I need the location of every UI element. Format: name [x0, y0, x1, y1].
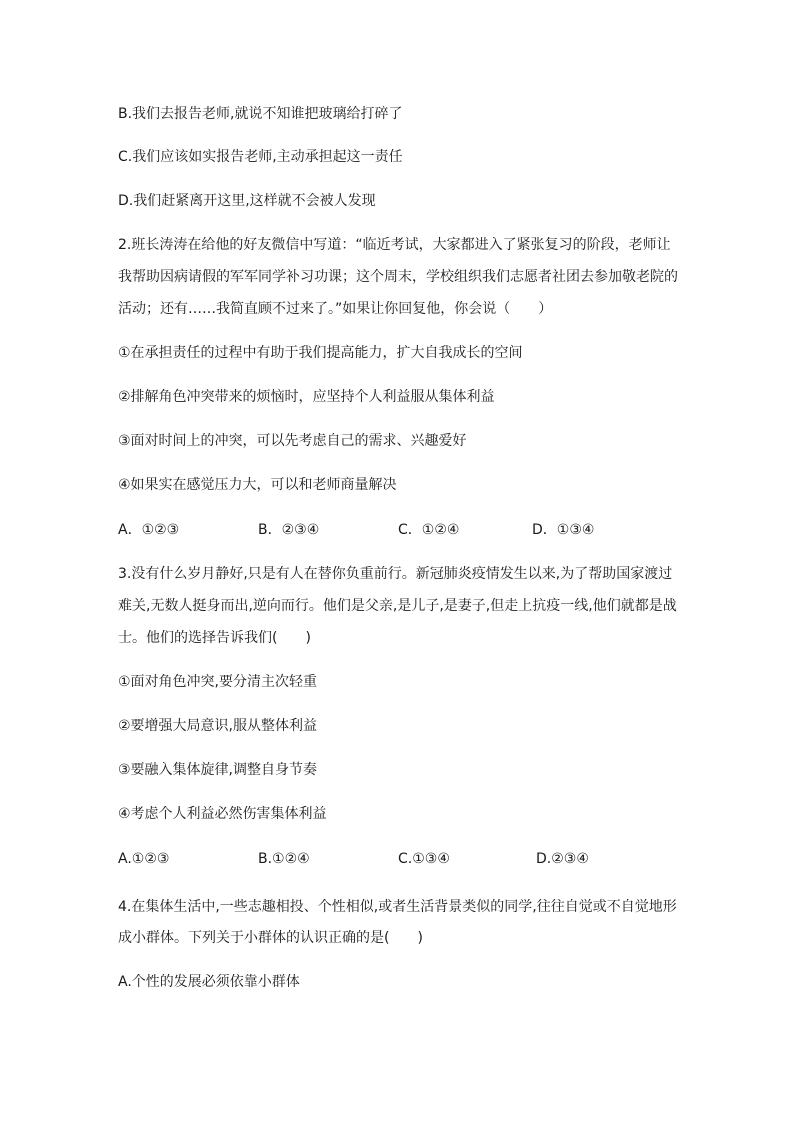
- q3-option-b: B.①②④: [258, 851, 310, 867]
- q3-stem-line-2: 难关,无数人挺身而出,逆向而行。他们是父亲,是儿子,是妻子,但走上抗疫一线,他们就都是战: [118, 598, 677, 614]
- q3-statement-1: ①面对角色冲突,要分清主次轻重: [118, 674, 318, 690]
- q2-statement-4: ④如果实在感觉压力大，可以和老师商量解决: [118, 477, 397, 493]
- q2-stem-line-1: 2.班长涛涛在给他的好友微信中写道：“临近考试，大家都进入了紧张复习的阶段，老师让: [118, 237, 671, 253]
- q2-stem-line-2: 我帮助因病请假的军军同学补习功课；这个周末，学校组织我们志愿者社团去参加敬老院的: [118, 269, 678, 285]
- q2-option-c: C．①②④: [398, 522, 460, 538]
- q3-statement-4: ④考虑个人利益必然伤害集体利益: [118, 806, 327, 822]
- q1-option-b: B.我们去报告老师,就说不知谁把玻璃给打碎了: [118, 106, 403, 122]
- q3-stem-line-1: 3.没有什么岁月静好,只是有人在替你负重前行。新冠肺炎疫情发生以来,为了帮助国家渡过: [118, 566, 673, 582]
- q2-stem-line-3: 活动；还有……我简直顾不过来了。”如果让你回复他，你会说（ ）: [118, 301, 553, 317]
- q4-stem-line-2: 成小群体。下列关于小群体的认识正确的是( ): [118, 930, 423, 946]
- q1-option-d: D.我们赶紧离开这里,这样就不会被人发现: [118, 193, 376, 209]
- q4-option-a: A.个性的发展必须依靠小群体: [118, 974, 300, 990]
- q2-statement-2: ②排解角色冲突带来的烦恼时，应坚持个人利益服从集体利益: [118, 389, 495, 405]
- q2-option-a: A．①②③: [118, 522, 180, 538]
- q2-statement-3: ③面对时间上的冲突，可以先考虑自己的需求、兴趣爱好: [118, 433, 467, 449]
- q2-option-d: D．①③④: [532, 522, 595, 538]
- q4-stem-line-1: 4.在集体生活中,一些志趣相投、个性相似,或者生活背景类似的同学,往往自觉或不自觉地形: [118, 899, 677, 915]
- q3-option-a: A.①②③: [118, 851, 170, 867]
- q1-option-c: C.我们应该如实报告老师,主动承担起这一责任: [118, 149, 403, 165]
- q2-statement-1: ①在承担责任的过程中有助于我们提高能力，扩大自我成长的空间: [118, 345, 523, 361]
- q3-statement-3: ③要融入集体旋律,调整自身节奏: [118, 762, 318, 778]
- q3-stem-line-3: 士。他们的选择告诉我们( ): [118, 630, 311, 646]
- q2-option-b: B．②③④: [258, 522, 320, 538]
- q3-option-c: C.①③④: [398, 851, 450, 867]
- q3-statement-2: ②要增强大局意识,服从整体利益: [118, 718, 318, 734]
- q3-option-d: D.②③④: [536, 851, 589, 867]
